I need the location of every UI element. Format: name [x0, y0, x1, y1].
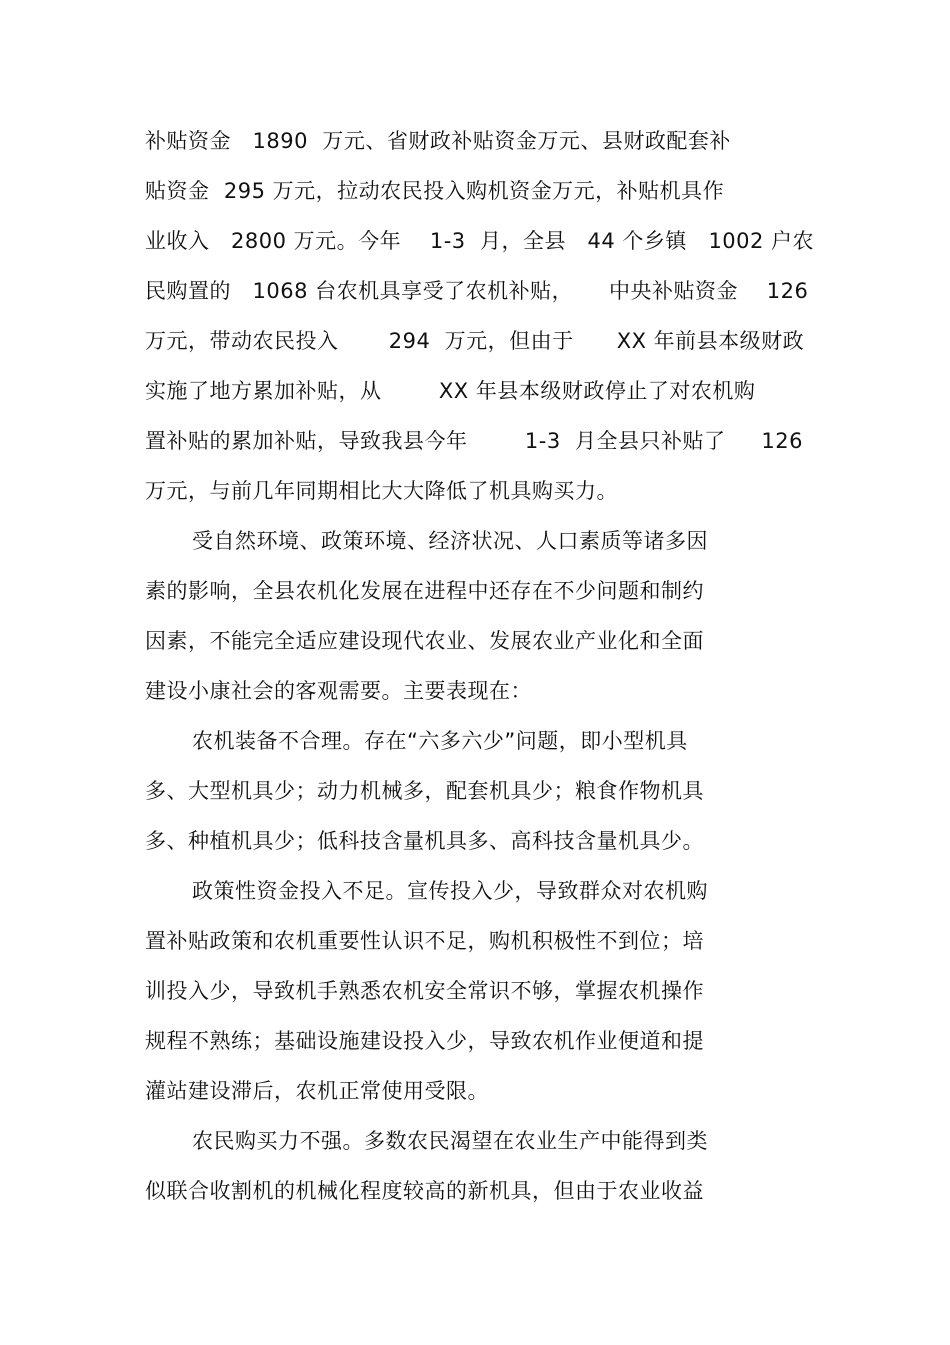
text-line: 民购置的 1068 台农机具享受了农机补贴， 中央补贴资金 126 — [145, 279, 809, 303]
text-line: 业收入 2800 万元。今年 1-3 月，全县 44 个乡镇 1002 户农 — [145, 229, 815, 253]
text-line: 置补贴的累加补贴，导致我县今年 1-3 月全县只补贴了 126 — [145, 429, 804, 453]
text-line: 因素，不能完全适应建设现代农业、发展农业产业化和全面 — [145, 629, 704, 653]
text-line: 置补贴政策和农机重要性认识不足，购机积极性不到位；培 — [145, 929, 704, 953]
paragraph-start-line: 受自然环境、政策环境、经济状况、人口素质等诸多因 — [192, 529, 708, 553]
text-line: 补贴资金 1890 万元、省财政补贴资金万元、县财政配套补 — [145, 129, 731, 153]
text-line: 实施了地方累加补贴，从 XX 年县本级财政停止了对农机购 — [145, 379, 756, 403]
paragraph-start-line: 政策性资金投入不足。宣传投入少，导致群众对农机购 — [192, 879, 708, 903]
text-line: 贴资金 295 万元，拉动农民投入购机资金万元，补贴机具作 — [145, 179, 725, 203]
text-line: 训投入少，导致机手熟悉农机安全常识不够，掌握农机操作 — [145, 979, 704, 1003]
text-line: 素的影响，全县农机化发展在进程中还存在不少问题和制约 — [145, 579, 704, 603]
text-line: 多、种植机具少；低科技含量机具多、高科技含量机具少。 — [145, 829, 704, 853]
paragraph-start-line: 农机装备不合理。存在“六多六少”问题，即小型机具 — [192, 729, 688, 753]
paragraph-start-line: 农民购买力不强。多数农民渴望在农业生产中能得到类 — [192, 1129, 708, 1153]
text-line: 似联合收割机的机械化程度较高的新机具，但由于农业收益 — [145, 1179, 704, 1203]
text-line: 灌站建设滞后，农机正常使用受限。 — [145, 1079, 489, 1103]
text-line: 多、大型机具少；动力机械多，配套机具少；粮食作物机具 — [145, 779, 704, 803]
text-line: 规程不熟练；基础设施建设投入少，导致农机作业便道和提 — [145, 1029, 704, 1053]
text-line: 万元，与前几年同期相比大大降低了机具购买力。 — [145, 479, 618, 503]
text-line: 万元，带动农民投入 294 万元，但由于 XX 年前县本级财政 — [145, 329, 805, 353]
text-line: 建设小康社会的客观需要。主要表现在： — [145, 679, 532, 703]
